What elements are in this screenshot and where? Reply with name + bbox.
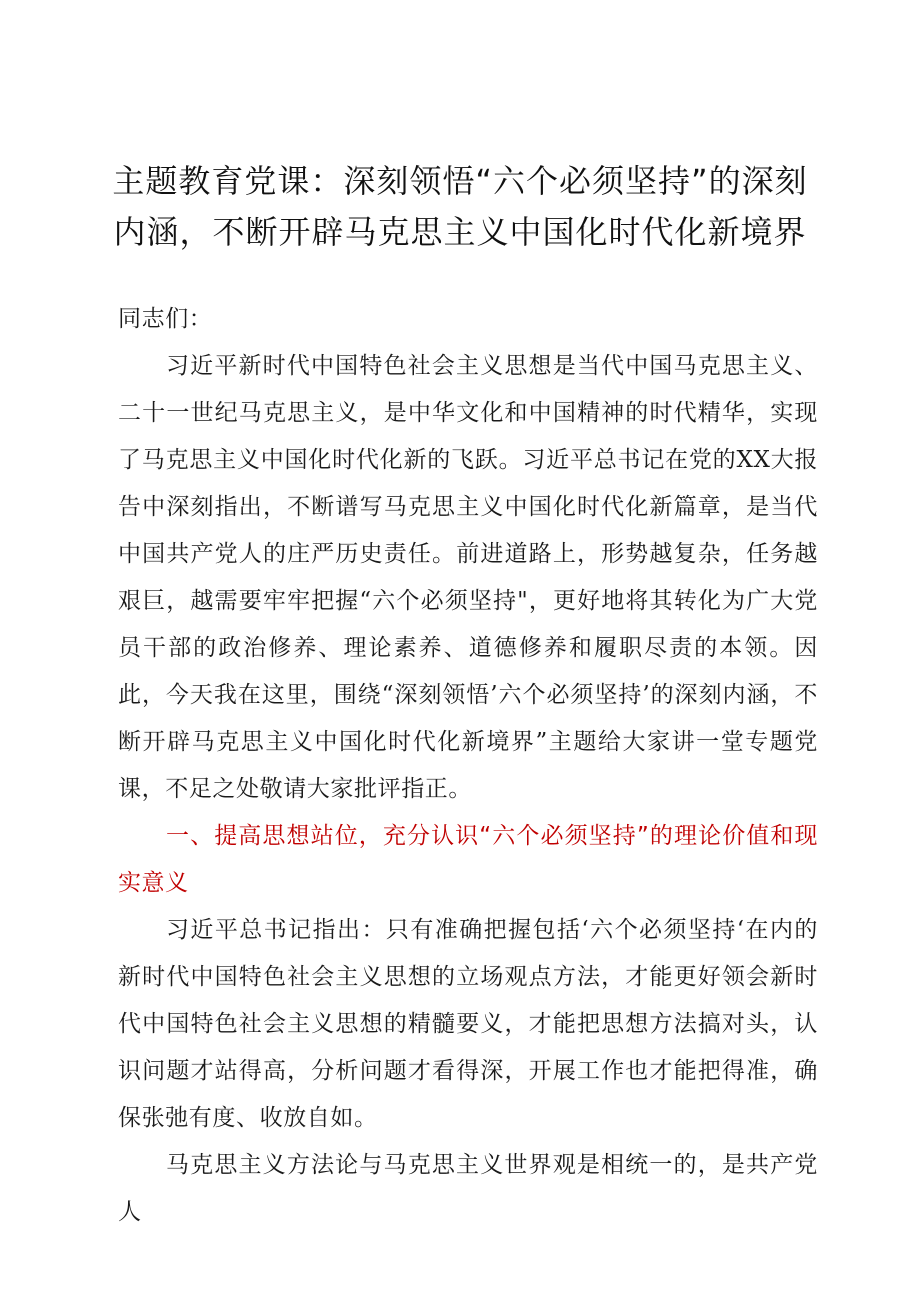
section-paragraph-1: 习近平总书记指出：只有准确把握包括‘六个必须坚持‘在内的新时代中国特色社会主义思想的立场观点方法，才能更好领会新时代中国特色社会主义思想的精髓要义，才能把思想方法搞对头，认识问题才站得高，分析问题才看得深，开展工作也才能把得准，确保张弛有度、收放自如。	[118, 917, 818, 1131]
salutation: 同志们：	[118, 306, 213, 332]
intro-paragraph: 习近平新时代中国特色社会主义思想是当代中国马克思主义、二十一世纪马克思主义，是中华文化和中国精神的时代精华，实现了马克思主义中国化时代化新的飞跃。习近平总书记在党的XX大报告中深刻指出，不断谱写马克思主义中国化时代化新篇章，是当代中国共产党人的庄严历史责任。前进道路上，形势越复杂，任务越艰巨，越需要牢牢把握“六个必须坚持"，更好地将其转化为广大党员干部的政治修养、理论素养、道德修养和履职尽责的本领。因此，今天我在这里，围绕“深刻领悟’六个必须坚持’的深刻内涵，不断开辟马克思主义中国化时代化新境界”主题给大家讲一堂专题党课，不足之处敬请大家批评指正。	[118, 353, 818, 802]
section-heading-1: 一、提高思想站位，充分认识“六个必须坚持”的理论价值和现实意义	[118, 823, 818, 896]
document-body	[118, 296, 818, 1236]
document-title: 主题教育党课：深刻领悟“六个必须坚持”的深刻内涵，不断开辟马克思主义中国化时代化新境界	[112, 162, 808, 251]
section-paragraph-2: 马克思主义方法论与马克思主义世界观是相统一的，是共产党人	[118, 1152, 818, 1225]
